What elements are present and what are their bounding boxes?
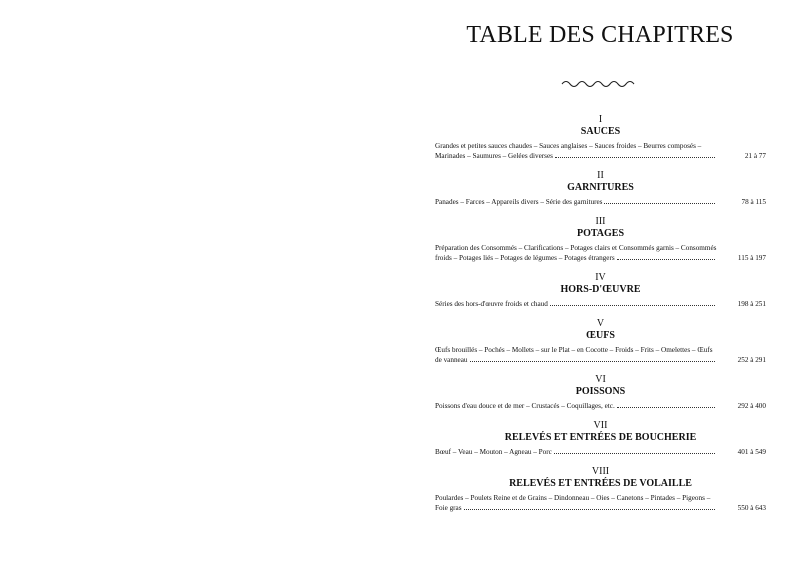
chapter-pages: 252 à 291 — [737, 356, 766, 364]
chapter-number: VI — [595, 374, 606, 385]
chapter-pages: 292 à 400 — [737, 402, 766, 410]
chapter-number: VIII — [591, 466, 610, 477]
leader-dots — [617, 407, 715, 408]
chapter-pages: 115 à 197 — [737, 254, 766, 262]
chapter-entry[interactable] — [435, 401, 766, 411]
chapter-number: III — [595, 216, 606, 227]
chapter-entry[interactable] — [435, 345, 766, 365]
leader-dots — [470, 361, 715, 362]
leader-dots — [554, 453, 715, 454]
chapter-section — [435, 420, 766, 457]
flourish-ornament-icon — [560, 76, 640, 90]
chapter-title: RELEVÉS ET ENTRÉES DE BOUCHERIE — [504, 432, 697, 443]
chapter-number: V — [596, 318, 605, 329]
leader-dots — [550, 305, 715, 306]
chapter-description: Grandes et petites sauces chaudes – Sauces anglaises – Sauces froides – Beurres composés – Marinades – Saumures – Gelées diverses — [435, 142, 702, 160]
chapter-section — [435, 114, 766, 161]
table-of-contents — [435, 112, 766, 522]
leader-dots — [617, 259, 715, 260]
chapter-section — [435, 374, 766, 411]
chapter-pages: 78 à 115 — [741, 198, 766, 206]
chapter-entry[interactable] — [435, 447, 766, 457]
chapter-entry[interactable] — [435, 493, 766, 513]
chapter-description: Préparation des Consommés – Clarifications – Potages clairs et Consommés garnis – Consommés froids – Potages liés – Potages de légumes – Potages étrangers — [435, 244, 717, 262]
chapter-number: I — [598, 114, 603, 125]
chapter-number: IV — [595, 272, 606, 283]
chapter-entry[interactable] — [435, 197, 766, 207]
leader-dots — [464, 509, 715, 510]
chapter-section — [435, 272, 766, 309]
chapter-title: RELEVÉS ET ENTRÉES DE VOLAILLE — [509, 478, 692, 489]
chapter-number: II — [597, 170, 604, 181]
chapter-pages: 401 à 549 — [737, 448, 766, 456]
chapter-pages: 198 à 251 — [737, 300, 766, 308]
chapter-description: Séries des hors-d'œuvre froids et chaud — [435, 300, 548, 308]
chapter-section — [435, 170, 766, 207]
chapter-title: POTAGES — [576, 228, 625, 239]
chapter-section — [435, 466, 766, 513]
chapter-description: Bœuf – Veau – Mouton – Agneau – Porc — [435, 448, 552, 456]
chapter-entry[interactable] — [435, 299, 766, 309]
leader-dots — [604, 203, 715, 204]
chapter-description: Panades – Farces – Appareils divers – Série des garnitures — [435, 198, 603, 206]
chapter-title: POISSONS — [575, 386, 626, 397]
chapter-entry[interactable] — [435, 141, 766, 161]
chapter-pages: 550 à 643 — [737, 504, 766, 512]
chapter-title: SAUCES — [580, 126, 621, 137]
chapter-number: VII — [593, 420, 608, 431]
chapter-entry[interactable] — [435, 243, 766, 263]
chapter-description: Poulardes – Poulets Reine et de Grains – Dindonneau – Oies – Canetons – Pintades – Pigeons – Foie gras — [435, 494, 711, 512]
chapter-description: Œufs brouillés – Pochés – Mollets – sur le Plat – en Cocotte – Froids – Frits – Omelettes – Œufs de vanneau — [435, 346, 713, 364]
chapter-title: GARNITURES — [567, 182, 634, 193]
chapter-section — [435, 216, 766, 263]
leader-dots — [555, 157, 715, 158]
chapter-title: HORS-D'ŒUVRE — [560, 284, 641, 295]
chapter-title: ŒUFS — [586, 330, 615, 341]
chapter-section — [435, 318, 766, 365]
chapter-description: Poissons d'eau douce et de mer – Crustacés – Coquillages, etc. — [435, 402, 615, 410]
chapter-pages: 21 à 77 — [744, 152, 766, 160]
page-title: TABLE DES CHAPITRES — [466, 22, 734, 48]
